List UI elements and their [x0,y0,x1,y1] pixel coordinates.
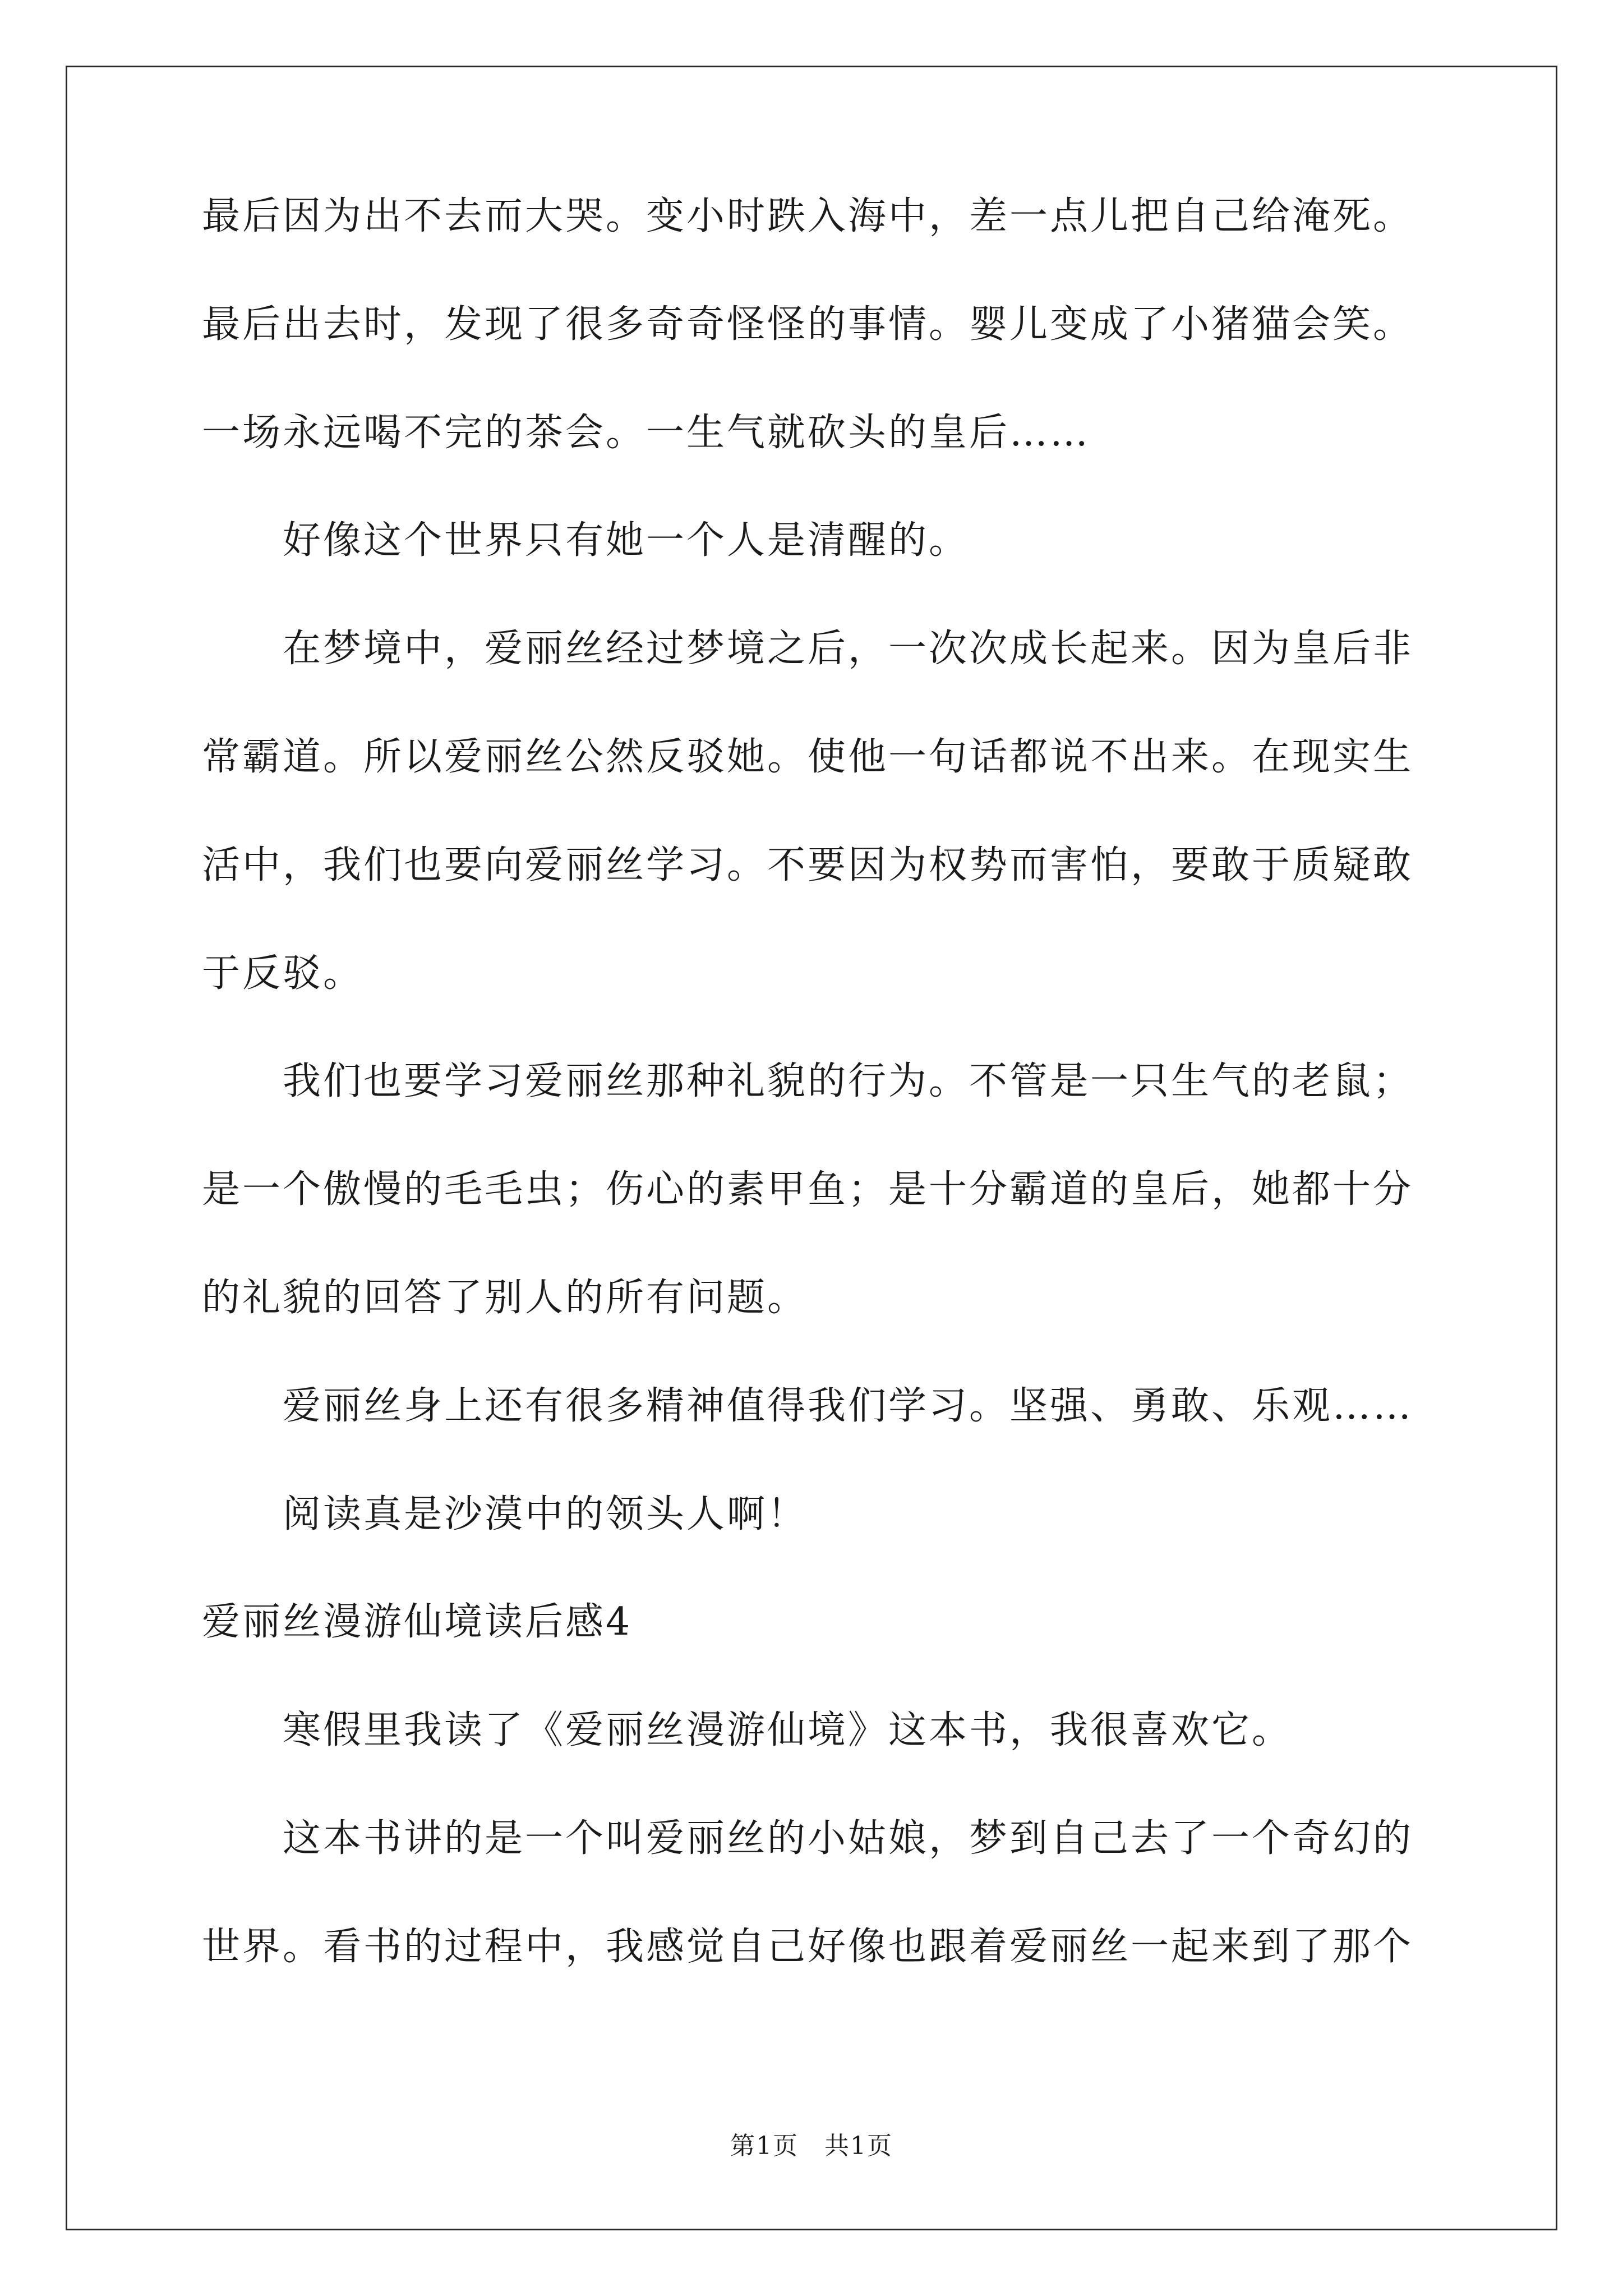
text-line: 常霸道。所以爱丽丝公然反驳她。使他一句话都说不出来。在现实生 [202,735,1414,779]
text-line: 于反驳。 [202,951,364,996]
text-line: 最后出去时，发现了很多奇奇怪怪的事情。婴儿变成了小猪猫会笑。 [202,302,1414,347]
paragraph-line: 爱丽丝身上还有很多精神值得我们学习。坚强、勇敢、乐观…… [283,1384,1414,1428]
text-line: 是一个傲慢的毛毛虫；伤心的素甲鱼；是十分霸道的皇后，她都十分 [202,1167,1414,1212]
text-line: 一场永远喝不完的茶会。一生气就砍头的皇后…… [202,411,1091,455]
paragraph-line: 这本书讲的是一个叫爱丽丝的小姑娘，梦到自己去了一个奇幻的 [283,1816,1414,1861]
page-border [66,66,1557,2230]
text-line: 最后因为出不去而大哭。变小时跌入海中，差一点儿把自己给淹死。 [202,194,1414,238]
paragraph-line: 在梦境中，爱丽丝经过梦境之后，一次次成长起来。因为皇后非 [283,627,1414,671]
section-heading: 爱丽丝漫游仙境读后感4 [202,1600,633,1644]
paragraph-line: 寒假里我读了《爱丽丝漫游仙境》这本书，我很喜欢它。 [283,1708,1293,1752]
paragraph-line: 我们也要学习爱丽丝那种礼貌的行为。不管是一只生气的老鼠； [283,1059,1414,1103]
text-line: 世界。看书的过程中，我感觉自己好像也跟着爱丽丝一起来到了那个 [202,1925,1414,1969]
paragraph-line: 好像这个世界只有她一个人是清醒的。 [283,518,970,563]
page-number-footer: 第1页 共1页 [730,2132,893,2160]
text-line: 的礼貌的回答了别人的所有问题。 [202,1276,808,1320]
paragraph-line: 阅读真是沙漠中的领头人啊！ [283,1492,808,1536]
text-line: 活中，我们也要向爱丽丝学习。不要因为权势而害怕，要敢于质疑敢 [202,843,1414,887]
